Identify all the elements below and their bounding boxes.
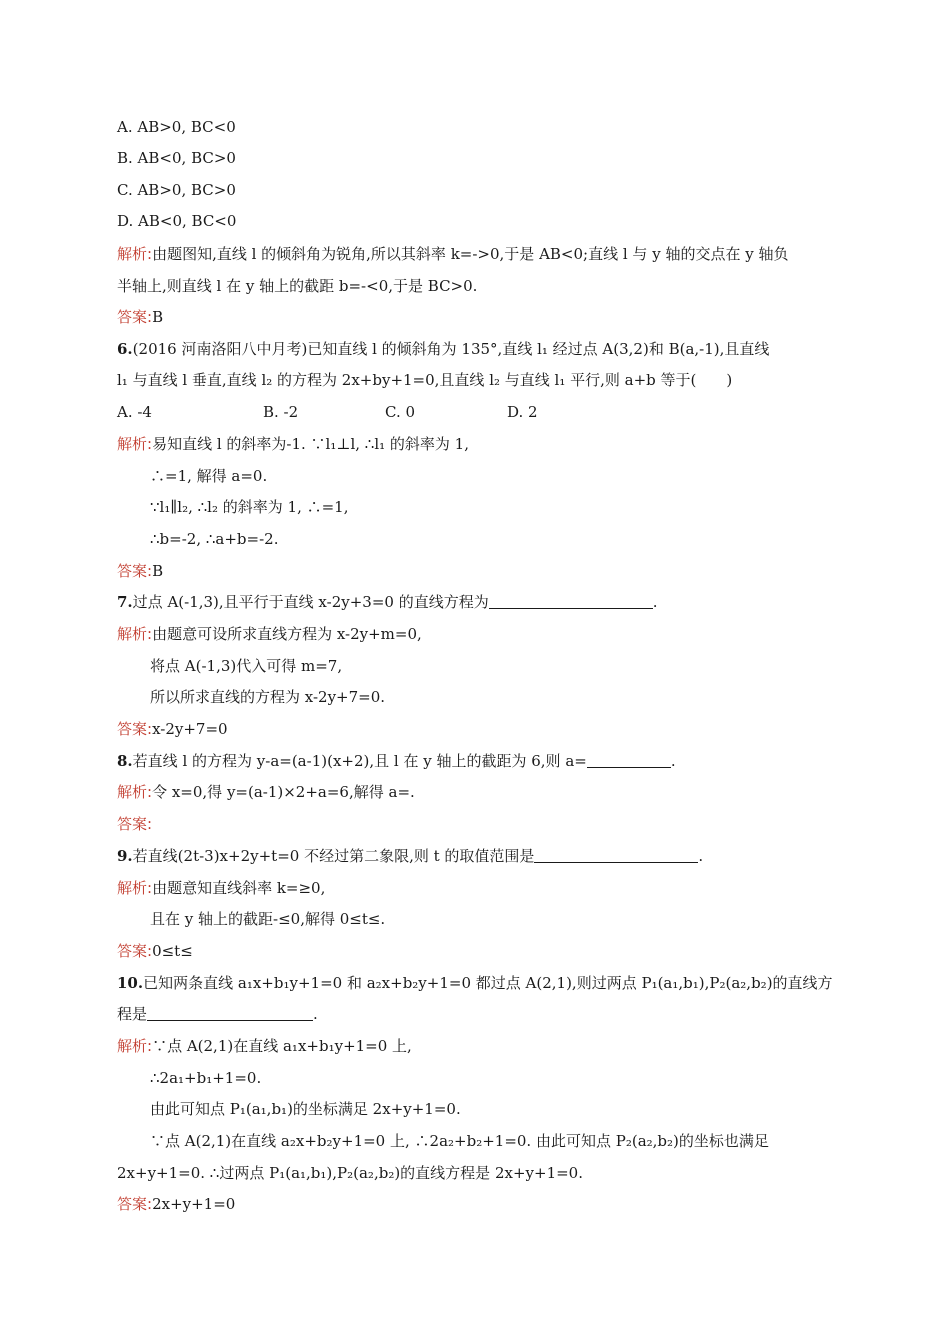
question-text: 若直线(2t-3)x+2y+t=0 不经过第二象限,则 t 的取值范围是	[132, 847, 535, 865]
q8-stem	[117, 751, 676, 771]
q5-answer	[117, 307, 163, 327]
analysis-label: 解析:	[117, 435, 153, 453]
q10-stem-line1	[117, 973, 833, 993]
q9-analysis-line2: 且在 y 轴上的截距-≤0,解得 0≤t≤.	[150, 910, 386, 928]
question-text: (2016 河南洛阳八中月考)已知直线 l 的倾斜角为 135°,直线 l₁ 经过点 A(3,2)和 B(a,-1),且直线	[132, 340, 770, 358]
analysis-label: 解析:	[117, 1037, 153, 1055]
q6-analysis-line1	[117, 434, 469, 454]
analysis-label: 解析:	[117, 783, 153, 801]
q7-analysis-line2: 将点 A(-1,3)代入可得 m=7,	[150, 657, 343, 675]
analysis-text: 令 x=0,得 y=(a-1)×2+a=6,解得 a=.	[152, 783, 415, 801]
q9-analysis-line1	[117, 878, 325, 898]
analysis-label: 解析:	[117, 245, 153, 263]
question-end: .	[652, 593, 658, 611]
answer-blank[interactable]	[587, 753, 671, 768]
answer-label: 答案:	[117, 942, 153, 960]
answer-text: 2x+y+1=0	[152, 1195, 236, 1213]
q5-option-b: B. AB<0, BC>0	[117, 149, 236, 167]
q8-analysis-line1	[117, 782, 415, 802]
q6-analysis-line3: ∵l₁∥l₂, ∴l₂ 的斜率为 1, ∴=1,	[150, 498, 349, 516]
q7-stem	[117, 592, 658, 612]
analysis-text: 由题意可设所求直线方程为 x-2y+m=0,	[152, 625, 422, 643]
analysis-text: 由题图知,直线 l 的倾斜角为锐角,所以其斜率 k=->0,于是 AB<0;直线 l 与 y 轴的交点在 y 轴负	[152, 245, 789, 263]
question-number: 9.	[117, 847, 133, 865]
q6-answer	[117, 561, 163, 581]
question-number: 6.	[117, 340, 133, 358]
q5-analysis-line2: 半轴上,则直线 l 在 y 轴上的截距 b=-<0,于是 BC>0.	[117, 277, 478, 295]
answer-label: 答案:	[117, 720, 153, 738]
q6-options	[117, 402, 538, 422]
analysis-text: 易知直线 l 的斜率为-1. ∵l₁⊥l, ∴l₁ 的斜率为 1,	[152, 435, 469, 453]
q6-analysis-line4: ∴b=-2, ∴a+b=-2.	[150, 530, 279, 548]
analysis-label: 解析:	[117, 879, 153, 897]
q10-analysis-line3: 由此可知点 P₁(a₁,b₁)的坐标满足 2x+y+1=0.	[150, 1100, 461, 1118]
q10-analysis-line2: ∴2a₁+b₁+1=0.	[150, 1069, 262, 1087]
answer-text: B	[152, 562, 164, 580]
question-number: 8.	[117, 752, 133, 770]
q5-option-c: C. AB>0, BC>0	[117, 181, 236, 199]
q8-answer	[117, 814, 152, 834]
q9-stem	[117, 846, 703, 866]
q7-analysis-line1	[117, 624, 422, 644]
q6-option-a: A. -4	[117, 403, 152, 421]
question-text: 程是	[117, 1005, 148, 1023]
q6-option-c: C. 0	[385, 403, 416, 421]
question-text: 已知两条直线 a₁x+b₁y+1=0 和 a₂x+b₂y+1=0 都过点 A(2,1),则过两点 P₁(a₁,b₁),P₂(a₂,b₂)的直线方	[143, 974, 833, 992]
answer-label: 答案:	[117, 308, 153, 326]
analysis-text: ∵点 A(2,1)在直线 a₁x+b₁y+1=0 上,	[152, 1037, 412, 1055]
analysis-label: 解析:	[117, 625, 153, 643]
answer-text: B	[152, 308, 164, 326]
answer-text: x-2y+7=0	[152, 720, 228, 738]
question-end: .	[698, 847, 704, 865]
q6-stem-line2: l₁ 与直线 l 垂直,直线 l₂ 的方程为 2x+by+1=0,且直线 l₂ 与直线 l₁ 平行,则 a+b 等于( )	[117, 371, 733, 389]
answer-blank[interactable]	[147, 1006, 313, 1021]
q5-analysis-line1	[117, 244, 788, 264]
q10-answer	[117, 1194, 235, 1214]
q9-answer	[117, 941, 193, 961]
q7-answer	[117, 719, 228, 739]
q6-stem-line1	[117, 339, 769, 359]
q10-analysis-line1	[117, 1036, 412, 1056]
q5-option-d: D. AB<0, BC<0	[117, 212, 237, 230]
analysis-text: 由题意知直线斜率 k=≥0,	[152, 879, 326, 897]
answer-label: 答案:	[117, 1195, 153, 1213]
answer-label: 答案:	[117, 815, 153, 833]
q6-option-d: D. 2	[507, 403, 538, 421]
q6-option-b: B. -2	[263, 403, 299, 421]
answer-text: 0≤t≤	[152, 942, 193, 960]
question-text: 过点 A(-1,3),且平行于直线 x-2y+3=0 的直线方程为	[132, 593, 489, 611]
question-end: .	[670, 752, 676, 770]
q10-stem-line2	[117, 1004, 318, 1024]
q10-analysis-line4: ∵点 A(2,1)在直线 a₂x+b₂y+1=0 上, ∴2a₂+b₂+1=0. 由此可知点 P₂(a₂,b₂)的坐标也满足	[150, 1132, 769, 1150]
question-text: 若直线 l 的方程为 y-a=(a-1)(x+2),且 l 在 y 轴上的截距为 6,则 a=	[132, 752, 587, 770]
answer-blank[interactable]	[489, 594, 653, 609]
question-end: .	[313, 1005, 318, 1023]
q5-option-a: A. AB>0, BC<0	[117, 118, 236, 136]
answer-label: 答案:	[117, 562, 153, 580]
question-number: 7.	[117, 593, 133, 611]
q6-analysis-line2: ∴=1, 解得 a=0.	[150, 467, 268, 485]
answer-blank[interactable]	[534, 848, 698, 863]
q10-analysis-line5: 2x+y+1=0. ∴过两点 P₁(a₁,b₁),P₂(a₂,b₂)的直线方程是 2x+y+1=0.	[117, 1164, 583, 1182]
q7-analysis-line3: 所以所求直线的方程为 x-2y+7=0.	[150, 688, 386, 706]
question-number: 10.	[117, 974, 144, 992]
